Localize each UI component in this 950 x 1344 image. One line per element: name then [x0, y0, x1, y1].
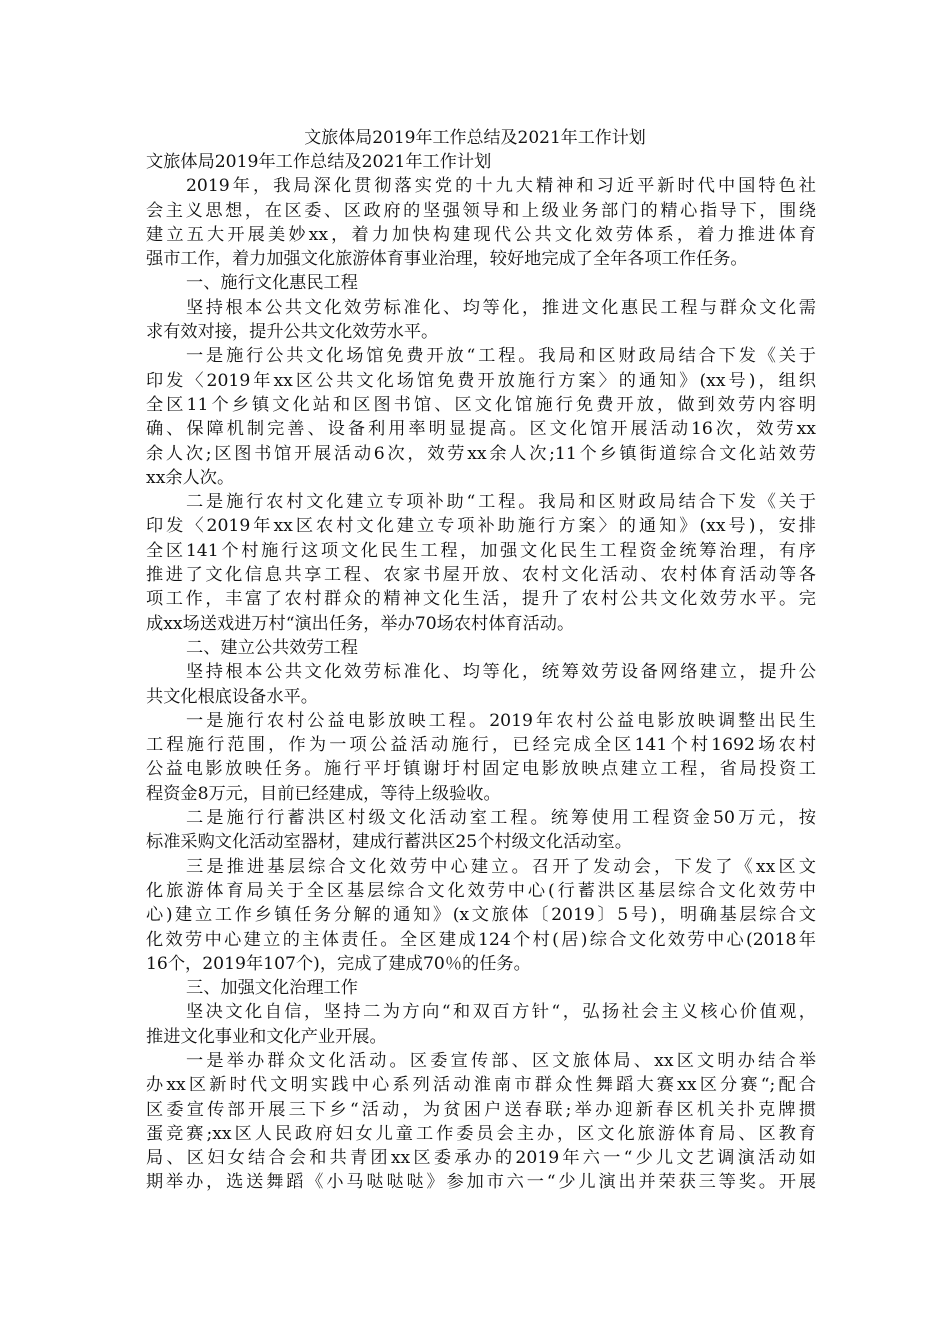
- text-line: 一是施行公共文化场馆免费开放“工程。我局和区财政局结合下发《关于: [186, 346, 816, 367]
- text-line: 文旅体局2019年工作总结及2021年工作计划: [146, 152, 492, 172]
- text-line: 程资金8万元，目前已经建成，等待上级验收。: [146, 783, 501, 804]
- document-body: [146, 150, 816, 1195]
- text-line: 项工作，丰富了农村群众的精神文化生活，提升了农村公共文化效劳水平。完: [146, 589, 816, 610]
- text-line: 一是施行农村公益电影放映工程。2019年农村公益电影放映调整出民生: [186, 710, 816, 731]
- text-line: 二、建立公共效劳工程: [186, 637, 358, 658]
- text-line: 坚决文化自信，坚持二为方向“和双百方针“，弘扬社会主义核心价值观，: [186, 1002, 816, 1023]
- text-line: 共文化根底设备水平。: [146, 686, 318, 707]
- text-line: 标准采购文化活动室器材，建成行蓄洪区25个村级文化活动室。: [146, 832, 632, 853]
- text-line: 成xx场送戏进万村“演出任务，举办70场农村体育活动。: [146, 613, 575, 634]
- text-line: 2019年，我局深化贯彻落实党的十九大精神和习近平新时代中国特色社: [186, 176, 816, 197]
- text-line: 推进了文化信息共享工程、农家书屋开放、农村文化活动、农村体育活动等各: [146, 565, 816, 586]
- text-line: 区委宣传部开展三下乡“活动，为贫困户送春联;举办迎新春区机关扑克牌掼: [146, 1099, 816, 1120]
- text-line: 全区11个乡镇文化站和区图书馆、区文化馆施行免费开放，做到效劳内容明: [146, 394, 816, 415]
- text-line: 工程施行范围，作为一项公益活动施行，已经完成全区141个村1692场农村: [146, 735, 816, 756]
- text-line: 求有效对接，提升公共文化效劳水平。: [146, 322, 439, 343]
- text-line: 16个，2019年107个)，完成了建成70％的任务。: [146, 953, 531, 974]
- text-line: 确、保障机制完善、设备利用率明显提高。区文化馆开展活动16次，效劳xx: [146, 419, 816, 440]
- text-line: 全区141个村施行这项文化民生工程，加强文化民生工程资金统筹治理，有序: [146, 540, 816, 561]
- text-line: 会主义思想，在区委、区政府的坚强领导和上级业务部门的精心指导下，围绕: [146, 200, 816, 221]
- text-line: 印发〈2019年xx区农村文化建立专项补助施行方案〉的通知》(xx号)，安排: [146, 516, 816, 537]
- text-line: 期举办，选送舞蹈《小马哒哒哒》参加市六一“少儿演出并荣获三等奖。开展: [146, 1172, 816, 1193]
- text-line: 坚持根本公共文化效劳标准化、均等化，推进文化惠民工程与群众文化需: [186, 297, 816, 318]
- text-line: 强市工作，着力加强文化旅游体育事业治理，较好地完成了全年各项工作任务。: [146, 249, 748, 270]
- text-line: 办xx区新时代文明实践中心系列活动淮南市群众性舞蹈大赛xx区分赛“;配合: [146, 1075, 816, 1096]
- text-line: 一、施行文化惠民工程: [186, 273, 358, 294]
- text-line: 化旅游体育局关于全区基层综合文化效劳中心(行蓄洪区基层综合文化效劳中: [146, 880, 816, 901]
- text-line: 二是施行行蓄洪区村级文化活动室工程。统筹使用工程资金50万元，按: [186, 808, 816, 829]
- text-line: 二是施行农村文化建立专项补助“工程。我局和区财政局结合下发《关于: [186, 492, 816, 513]
- text-line: 化效劳中心建立的主体责任。全区建成124个村(居)综合文化效劳中心(2018年: [146, 929, 816, 950]
- text-line: 三、加强文化治理工作: [186, 978, 358, 999]
- text-line: 局、区妇女结合会和共青团xx区委承办的2019年六一“少儿文艺调演活动如: [146, 1148, 816, 1169]
- text-line: xx余人次。: [146, 467, 235, 488]
- text-line: 建立五大开展美妙xx，着力加快构建现代公共文化效劳体系，着力推进体育: [146, 224, 816, 245]
- text-line: 心)建立工作乡镇任务分解的通知》(x文旅体〔2019〕5号)，明确基层综合文: [146, 905, 816, 926]
- text-line: 一是举办群众文化活动。区委宣传部、区文旅体局、xx区文明办结合举: [186, 1050, 816, 1071]
- text-line: 余人次;区图书馆开展活动6次，效劳xx余人次;11个乡镇街道综合文化站效劳: [146, 443, 816, 464]
- text-line: 推进文化事业和文化产业开展。: [146, 1026, 387, 1047]
- text-line: 蛋竞赛;xx区人民政府妇女儿童工作委员会主办，区文化旅游体育局、区教育: [146, 1123, 816, 1144]
- text-line: 印发〈2019年xx区公共文化场馆免费开放施行方案〉的通知》(xx号)，组织: [146, 370, 816, 391]
- text-line: 公益电影放映任务。施行平圩镇谢圩村固定电影放映点建立工程，省局投资工: [146, 759, 816, 780]
- text-line: 三是推进基层综合文化效劳中心建立。召开了发动会，下发了《xx区文: [186, 856, 816, 877]
- document-title: 文旅体局2019年工作总结及2021年工作计划: [304, 128, 646, 148]
- text-line: 坚持根本公共文化效劳标准化、均等化，统筹效劳设备网络建立，提升公: [186, 662, 816, 683]
